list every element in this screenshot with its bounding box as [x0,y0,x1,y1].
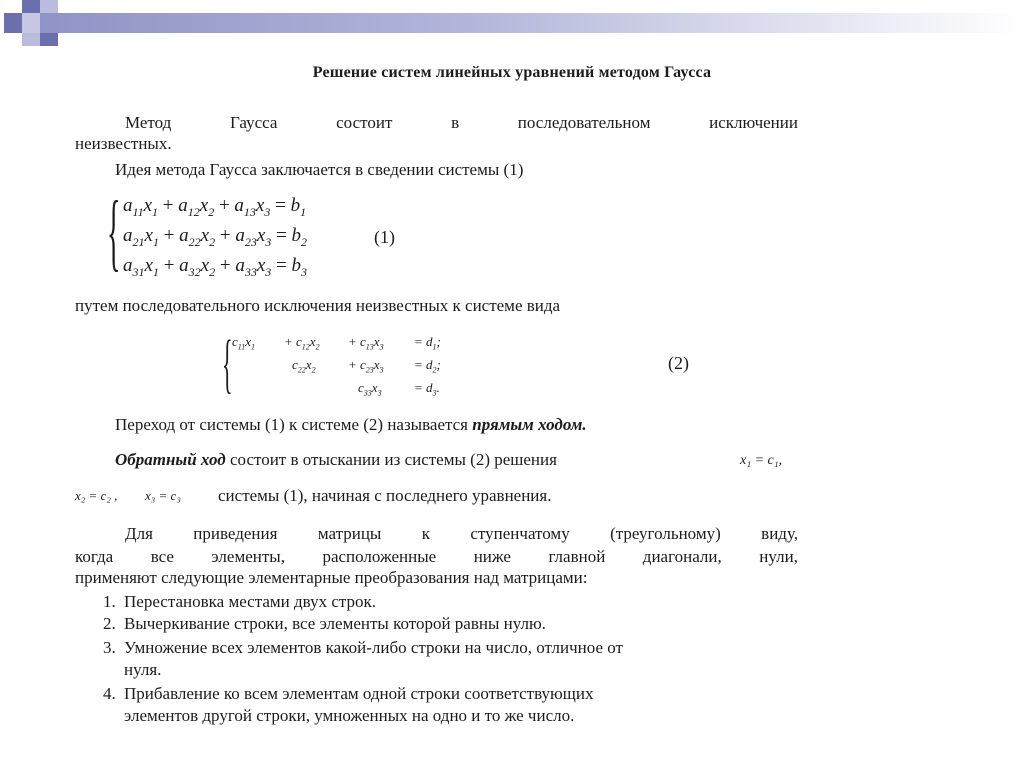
word: когда [75,547,114,566]
header-square-dark [22,0,40,13]
word: главной [548,547,606,566]
paragraph-backward: Обратный ход состоит в отыскании из системы (2) решения [115,450,557,469]
word: матрицы [317,524,382,543]
paragraph-method-line1 [125,113,798,133]
system2-label: (2) [668,353,689,373]
system2-brace: { [222,325,233,400]
solution-x1: x₁ = c₁, [740,453,783,468]
header-gradient-bar [40,13,1024,33]
word: элементы, [211,547,285,566]
word: виду, [761,524,798,543]
term-forward-pass: прямым ходом. [472,415,587,434]
list-item-number: 1. [103,592,116,611]
system1-row: $a_{11}x_1 + a_{12}x_2 + a_{13}x_3 = b_1$ [123,195,307,219]
term-backward-pass: Обратный ход [115,450,226,469]
word: все [150,547,174,566]
word: расположенные [322,547,437,566]
word: в [451,113,460,132]
word: нули, [759,547,798,566]
paragraph-idea: Идея метода Гаусса заключается в сведении системы (1) [115,160,524,179]
word: Гаусса [230,113,278,132]
paragraph-matrix-line3: применяют следующие элементарные преобразования над матрицами: [75,568,588,587]
paragraph-method-line2: неизвестных. [75,134,172,153]
header-square-light [22,13,40,33]
list-item-number: 2. [103,614,116,633]
paragraph-backward-rest: системы (1), начиная с последнего уравнения. [218,486,552,505]
list-item-number: 4. [103,684,116,703]
word: Для [125,524,153,543]
list-item-text: Умножение всех элементов какой-либо строки на число, отличное от [124,638,623,657]
word: исключении [709,113,798,132]
paragraph-matrix-line2 [75,547,798,567]
header-square-dark [40,33,58,46]
paragraph-elimination: путем последовательного исключения неизвестных к системе вида [75,296,561,315]
list-item-number: 3. [103,638,116,657]
system1-row: $a_{21}x_1 + a_{22}x_2 + a_{23}x_3 = b_2$ [123,225,307,249]
word: ниже [473,547,511,566]
word: (треугольному) [610,524,721,543]
header-square-dark [4,13,22,33]
list-item-text-cont: нуля. [124,660,162,679]
paragraph-matrix-line1 [125,524,798,544]
word: приведения [193,524,278,543]
word: Метод [125,113,172,132]
list-item-text-cont: элементов другой строки, умноженных на одно и то же число. [124,706,575,725]
system1-brace: { [107,186,121,283]
header-square-light [40,0,58,13]
paragraph-forward: Переход от системы (1) к системе (2) называется прямым ходом. [115,415,587,434]
system1-label: (1) [374,227,395,247]
solution-x2: x₂ = c₂ , [75,488,118,503]
system1-row: $a_{31}x_1 + a_{32}x_2 + a_{33}x_3 = b_3$ [123,255,307,279]
list-item-text: Перестановка местами двух строк. [124,592,377,611]
word: к [421,524,431,543]
solution-x3: x₃ = c₃ [145,488,181,503]
word: ступенчатому [470,524,570,543]
word: диагонали, [642,547,722,566]
word: состоит [336,113,393,132]
document-title: Решение систем линейных уравнений методом Гаусса [312,64,712,81]
word: последовательном [517,113,651,132]
list-item-text: Прибавление ко всем элементам одной строки соответствующих [124,684,594,703]
header-square-light [22,33,40,46]
list-item-text: Вычеркивание строки, все элементы которой равны нулю. [124,614,546,633]
